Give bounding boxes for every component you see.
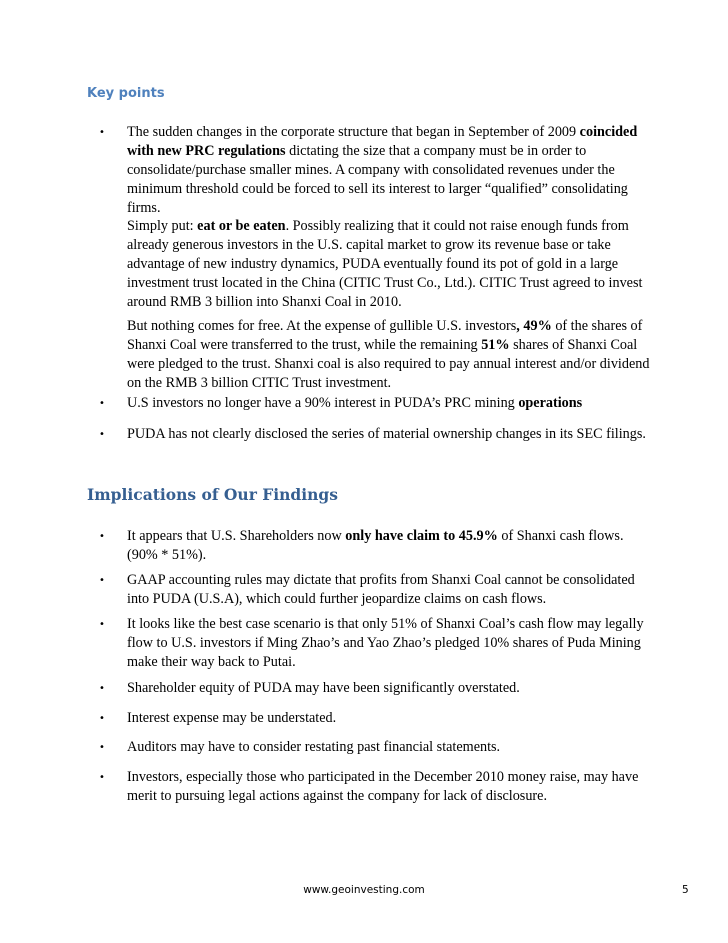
bullet-icon: • — [99, 398, 105, 409]
bullet-icon: • — [99, 531, 105, 542]
bullet-icon: • — [99, 683, 105, 694]
bullet-icon: • — [99, 619, 105, 630]
bullet-icon: • — [99, 575, 105, 586]
bullet-icon: • — [99, 429, 105, 440]
implication-6-text: Auditors may have to consider restating past financial statements. — [127, 739, 501, 755]
key-point-3-text: PUDA has not clearly disclosed the series of material ownership changes in its SEC filings. — [127, 426, 646, 442]
bullet-icon: • — [99, 713, 105, 724]
bullet-icon: • — [99, 742, 105, 753]
bullet-icon: • — [99, 772, 105, 783]
key-points-heading: Key points — [87, 86, 165, 101]
key-point-1-paragraph-1: The sudden changes in the corporate structure that began in September of 2009 coincided with new PRC regulations dictating the size that a company must be in order to consolidate/purchase smaller mines. A company with consolidated revenues under the minimum threshold could be forced to sell its interest to larger “qualified” consolidating firms. — [127, 124, 638, 216]
bullet-icon: • — [99, 127, 105, 138]
implication-1-text: It appears that U.S. Shareholders now only have claim to 45.9% of Shanxi cash flows. (90% * 51%). — [127, 528, 624, 563]
implication-7-text: Investors, especially those who participated in the December 2010 money raise, may have merit to pursuing legal actions against the company for lack of disclosure. — [127, 769, 639, 804]
implication-3-text: It looks like the best case scenario is that only 51% of Shanxi Coal’s cash flow may legally flow to U.S. investors if Ming Zhao’s and Yao Zhao’s pledged 10% shares of Puda Mining make their way back to Putai. — [127, 616, 644, 670]
key-point-1-paragraph-3: But nothing comes for free. At the expense of gullible U.S. investors, 49% of the shares of Shanxi Coal were transferred to the trust, while the remaining 51% shares of Shanxi Coal were pledged to the trust. Shanxi coal is also required to pay annual interest and/or dividend on the RMB 3 billion CITIC Trust investment. — [127, 318, 650, 391]
key-point-2-text: U.S investors no longer have a 90% interest in PUDA’s PRC mining operations — [127, 395, 583, 411]
implications-heading: Implications of Our Findings — [87, 485, 338, 504]
implication-2-text: GAAP accounting rules may dictate that profits from Shanxi Coal cannot be consolidated into PUDA (U.S.A), which could further jeopardize claims on cash flows. — [127, 572, 635, 607]
implication-5-text: Interest expense may be understated. — [127, 710, 337, 726]
implication-4-text: Shareholder equity of PUDA may have been significantly overstated. — [127, 680, 520, 696]
footer-url: www.geoinvesting.com — [303, 884, 425, 896]
key-point-1-paragraph-2: Simply put: eat or be eaten. Possibly realizing that it could not raise enough funds from already generous investors in the U.S. capital market to grow its revenue base or take advantage of new industry dynamics, PUDA eventually found its pot of gold in a large investment trust located in the China (CITIC Trust Co., Ltd.). CITIC Trust agreed to invest around RMB 3 billion into Shanxi Coal in 2010. — [127, 218, 643, 310]
page-number: 5 — [682, 884, 689, 896]
